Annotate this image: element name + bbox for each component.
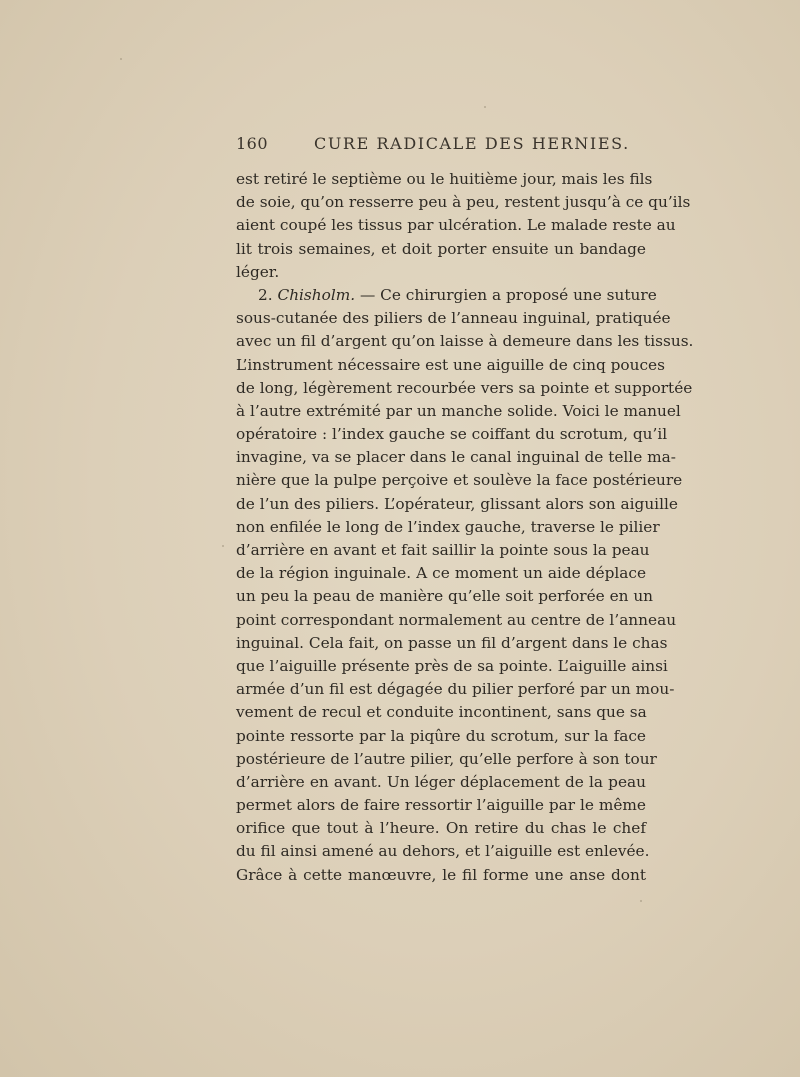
text-line: aient coupé les tissus par ulcération. Le malade reste au [236, 216, 676, 235]
text-line: du fil ainsi amené au dehors, et l’aiguille est enlevée. [236, 842, 650, 861]
text-line: de long, légèrement recourbée vers sa pointe et supportée [236, 378, 693, 397]
text-line: Grâce à cette manœuvre, le fil forme une anse dont [236, 865, 646, 884]
paragraph-2 [236, 284, 694, 887]
text-line: postérieure de l’autre pilier, qu’elle perfore à son tour [236, 749, 657, 768]
text-line: armée d’un fil est dégagée du pilier perforé par un mou- [236, 680, 675, 699]
paragraph-2-first-line [236, 284, 657, 307]
text-line: d’arrière en avant. Un léger déplacement de la peau [236, 772, 646, 791]
text-line: léger. [236, 262, 280, 281]
author-name: Chisholm. [277, 285, 356, 304]
text-line: à l’autre extrémité par un manche solide. Voici le manuel [236, 401, 681, 420]
paragraph-2-lines [236, 307, 694, 887]
text-line: nière que la pulpe perçoive et soulève la face postérieure [236, 471, 683, 490]
body-text [236, 168, 694, 887]
text-line: est retiré le septième ou le huitième jour, mais les fils [236, 170, 653, 188]
text-line: permet alors de faire ressortir l’aiguille par le même [236, 796, 646, 815]
paper-speck [222, 545, 224, 547]
paper-speck [484, 106, 486, 108]
text-line: de soie, qu’on resserre peu à peu, restent jusqu’à ce qu’ils [236, 193, 691, 212]
text-line: pointe ressorte par la piqûre du scrotum, sur la face [236, 726, 646, 745]
text-line: sous-cutanée des piliers de l’anneau inguinal, pratiquée [236, 309, 671, 328]
text-line: que l’aiguille présente près de sa pointe. L’aiguille ainsi [236, 656, 668, 675]
text-line: lit trois semaines, et doit porter ensuite un bandage [236, 239, 646, 258]
page-header [236, 132, 656, 156]
text-line: invagine, va se placer dans le canal inguinal de telle ma- [236, 448, 676, 467]
text-line: point correspondant normalement au centre de l’anneau [236, 610, 677, 629]
running-title: CURE RADICALE DES HERNIES. [314, 134, 630, 153]
first-line-text: — Ce chirurgien a proposé une suture [359, 285, 657, 304]
text-line: un peu la peau de manière qu’elle soit perforée en un [236, 587, 654, 606]
text-line: de l’un des piliers. L’opérateur, glissant alors son aiguille [236, 494, 678, 513]
text-line: vement de recul et conduite incontinent, sans que sa [236, 703, 647, 722]
paper-speck [120, 58, 122, 60]
text-line: opératoire : l’index gauche se coiffant du scrotum, qu’il [236, 425, 668, 444]
paragraph-1 [236, 168, 691, 284]
text-line: d’arrière en avant et fait saillir la pointe sous la peau [236, 541, 650, 559]
text-line: L’instrument nécessaire est une aiguille de cinq pouces [236, 355, 665, 374]
text-line: avec un fil d’argent qu’on laisse à demeure dans les tissus. [236, 332, 694, 351]
page-number: 160 [236, 134, 269, 153]
item-number: 2. [258, 285, 273, 304]
text-line: inguinal. Cela fait, on passe un fil d’argent dans le chas [236, 633, 668, 652]
text-line: orifice que tout à l’heure. On retire du chas le chef [236, 819, 646, 838]
paper-speck [640, 900, 642, 902]
text-line: de la région inguinale. A ce moment un aide déplace [236, 564, 646, 583]
text-line: non enfilée le long de l’index gauche, traverse le pilier [236, 517, 660, 536]
